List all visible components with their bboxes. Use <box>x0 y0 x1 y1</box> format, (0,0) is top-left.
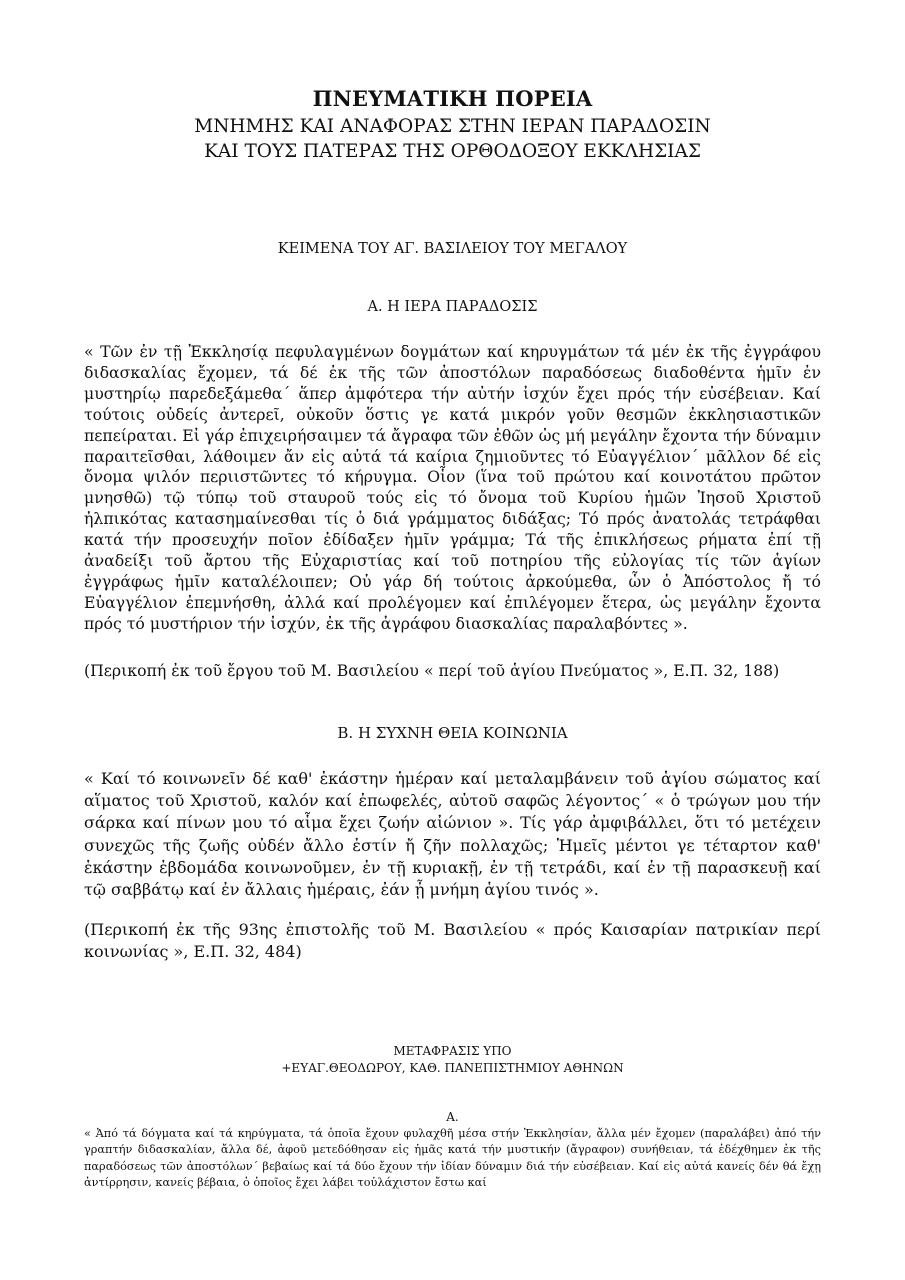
document-subtitle-line-1: ΜΝΗΜΗΣ ΚΑΙ ΑΝΑΦΟΡΑΣ ΣΤΗΝ ΙΕΡΑΝ ΠΑΡΑΔΟΣΙΝ <box>194 116 711 137</box>
document-title: ΠΝΕΥΜΑΤΙΚΗ ΠΟΡΕΙΑ <box>312 86 593 111</box>
translation-heading: ΜΕΤΑΦΡΑΣΙΣ ΥΠΟ <box>393 1044 512 1058</box>
texts-heading: ΚΕΙΜΕΝΑ ΤΟΥ ΑΓ. ΒΑΣΙΛΕΙΟΥ ΤΟΥ ΜΕΓΑΛΟΥ <box>277 241 628 257</box>
translation-section-label: Α. <box>446 1110 459 1124</box>
section-b-citation: (Περικοπή ἐκ τῆς 93ης ἐπιστολῆς τοῦ Μ. Βασιλείου « πρός Καισαρίαν πατρικίαν περί κοινωνίας », Ε.Π. 32, 484) <box>84 920 821 962</box>
section-a-text: « Τῶν ἐν τῇ Ἐκκλησίᾳ πεφυλαγμένων δογμάτων καί κηρυγμάτων τά μέν ἐκ τῆς ἐγγράφου διδασκαλίας ἔχομεν, τά δέ ἐκ τῆς τῶν ἀποστόλων παραδόσεως διαδοθέντα ἡμῖν ἐν μυστηρίῳ παρεδεξάμεθα΄ ἅπερ ἀμφότερα τήν αὐτήν ἰσχύν ἔχει πρός τήν εὐσέβειαν. Καί τούτοις οὐδείς ἀντερεῖ, οὐκοῦν ὅστις γε κατά μικρόν γοῦν θεσμῶν ἐκκλησιαστικῶν πεπείραται. Εἰ γάρ ἐπιχειρήσαιμεν τά ἄγραφα τῶν ἐθῶν ὡς μή μεγάλην ἔχοντα τήν δύναμιν παραιτεῖσθαι, λάθοιμεν ἄν εἰς αὐτά τά καίρια ζημιοῦντες τό Εὐαγγέλιον΄ μᾶλλον δέ εἰς ὄνομα ψιλόν περιιστῶντες τό κήρυγμα. Οἷον (ἵνα τοῦ πρώτου καί κοινοτάτου πρῶτον μνησθῶ) τῷ τύπῳ τοῦ σταυροῦ τούς εἰς τό ὄνομα τοῦ Κυρίου ἡμῶν Ἰησοῦ Χριστοῦ ἠλπικότας κατασημαίνεσθαι τίς ὁ διά γράμματος διδάξας; Τό πρός ἀνατολάς τετράφθαι κατά τήν προσευχήν ποῖον ἐδίδαξεν ἡμῖν γράμμα; Τά τῆς ἐπικλήσεως ρήματα ἐπί τῇ ἀναδείξι τοῦ ἄρτου τῆς Εὐχαριστίας καί τοῦ ποτηρίου τῆς εὐλογίας τίς τῶν ἁγίων ἐγγράφως ἡμῖν καταλέλοιπεν; Οὐ γάρ δή τούτοις ἀρκούμεθα, ὧν ὁ Ἀπόστολος ἤ τό Εὐαγγέλιον ἐπεμνήσθη, ἀλλά καί προλέγομεν καί ἐπιλέγομεν ἕτερα, ὡς μεγάλην ἔχοντα πρός τό μυστήριον τήν ἰσχύν, ἐκ τῆς ἀγράφου διασκαλίας παραλαβόντες ». <box>84 342 821 633</box>
document-subtitle-line-2: ΚΑΙ ΤΟΥΣ ΠΑΤΕΡΑΣ ΤΗΣ ΟΡΘΟΔΟΞΟΥ ΕΚΚΛΗΣΙΑΣ <box>204 141 701 162</box>
section-a-heading: Α. Η ΙΕΡΑ ΠΑΡΑΔΟΣΙΣ <box>367 299 538 315</box>
translation-text: « Ἀπό τά δόγματα καί τά κηρύγματα, τά ὁποῖα ἔχουν φυλαχθῆ μέσα στήν Ἐκκλησίαν, ἄλλα μέν ἔχομεν (παραλάβει) ἀπό τήν γραπτήν διδασκαλίαν, ἄλλα δέ, ἀφοῦ μετεδόθησαν εἰς ἡμᾶς κατά τήν μυστικήν (ἄγραφον) συνήθειαν, τά ἐδέχθημεν ἐκ τῆς παραδόσεως τῶν ἀποστόλων΄ βεβαίως καί τά δύο ἔχουν τήν ἰδίαν δύναμιν διά τήν εὐσέβειαν. Καί εἰς αὐτά κανείς δέν θά ἔχῃ ἀντίρρησιν, κανείς βέβαια, ὁ ὁποῖος ἔχει λάβει τοὐλάχιστον ἔστω καί <box>84 1127 821 1189</box>
section-b-text: « Καί τό κοινωνεῖν δέ καθ' ἑκάστην ἡμέραν καί μεταλαμβάνειν τοῦ ἁγίου σώματος καί αἵματος τοῦ Χριστοῦ, καλόν καί ἐπωφελές, αὐτοῦ σαφῶς λέγοντος΄ « ὁ τρώγων μου τήν σάρκα καί πίνων μου τό αἷμα ἔχει ζωήν αἰώνιον ». Τίς γάρ ἀμφιβάλλει, ὅτι τό μετέχειν συνεχῶς τῆς ζωῆς οὐδέν ἄλλο ἐστίν ἤ ζῆν πολλαχῶς; Ἡμεῖς μέντοι γε τέταρτον καθ' ἑκάστην ἑβδομάδα κοινωνοῦμεν, ἐν τῇ κυριακῇ, ἐν τῇ τετράδι, καί ἐν τῇ παρασκευῇ καί τῷ σαββάτῳ καί ἐν ἄλλαις ἡμέραις, ἐάν ᾖ μνήμη ἁγίου τινός ». <box>84 769 821 900</box>
translation-author: +ΕΥΑΓ.ΘΕΟΔΩΡΟΥ, ΚΑΘ. ΠΑΝΕΠΙΣΤΗΜΙΟΥ ΑΘΗΝΩΝ <box>281 1061 624 1075</box>
section-b-heading: Β. Η ΣΥΧΝΗ ΘΕΙΑ ΚΟΙΝΩΝΙΑ <box>337 724 568 742</box>
section-a-citation: (Περικοπή ἐκ τοῦ ἔργου τοῦ Μ. Βασιλείου « περί τοῦ ἁγίου Πνεύματος », Ε.Π. 32, 188) <box>84 661 780 680</box>
